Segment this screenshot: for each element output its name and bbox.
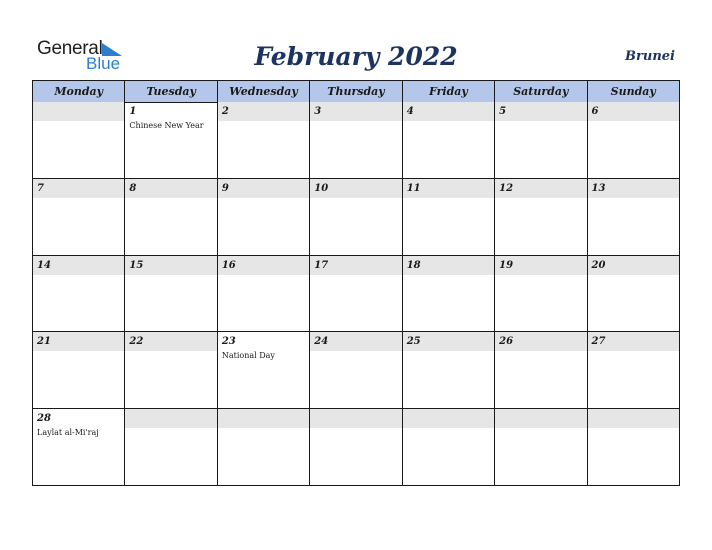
- day-cell: [495, 256, 587, 332]
- day-number: 10: [314, 182, 329, 194]
- day-number: 22: [129, 336, 144, 348]
- day-cell: [403, 102, 495, 178]
- day-number: 13: [591, 182, 606, 194]
- day-number-band: [33, 179, 124, 198]
- month-calendar: [32, 80, 680, 486]
- day-number: 14: [37, 259, 51, 271]
- weekday-header-tuesday: Tuesday: [125, 81, 217, 102]
- day-number-band: [588, 409, 679, 428]
- calendar-weeks: [33, 102, 679, 485]
- day-number-band: [218, 409, 309, 428]
- day-number-band: [588, 102, 679, 121]
- day-number: 24: [314, 336, 329, 348]
- day-cell: [125, 409, 217, 485]
- day-number: 9: [221, 182, 229, 194]
- day-cell: [33, 332, 125, 408]
- day-number-band: [125, 409, 216, 428]
- day-number: 15: [129, 259, 144, 271]
- logo-text-general: General: [37, 38, 103, 59]
- day-cell: [588, 332, 679, 408]
- weekday-header-monday: Monday: [33, 81, 125, 102]
- weekday-header-sunday: Sunday: [610, 85, 656, 98]
- day-cell: [33, 179, 125, 255]
- week-row: [33, 332, 679, 409]
- day-number-band: [218, 102, 309, 121]
- week-row: [33, 409, 679, 485]
- day-number: 26: [499, 336, 514, 348]
- day-cell: [403, 256, 495, 332]
- day-number: 18: [406, 259, 421, 271]
- day-number: 28: [37, 413, 51, 425]
- day-number-band: [403, 102, 494, 121]
- day-number-band: [33, 102, 124, 121]
- day-number: 23: [221, 336, 236, 348]
- day-number: 25: [406, 336, 421, 348]
- day-number: 16: [221, 259, 236, 271]
- day-number-band: [403, 409, 494, 428]
- day-cell: [495, 179, 587, 255]
- logo-text-blue: Blue: [86, 54, 121, 73]
- day-number: 5: [499, 106, 507, 117]
- day-cell: [310, 102, 402, 178]
- day-number: 27: [591, 336, 606, 348]
- weekday-header-saturday: Saturday: [495, 81, 587, 102]
- weekday-header-friday: Friday: [403, 81, 495, 102]
- day-number: 11: [406, 182, 421, 194]
- day-cell: [310, 409, 402, 485]
- day-cell: [495, 409, 587, 485]
- day-number: 12: [499, 182, 514, 194]
- day-cell: [218, 256, 310, 332]
- weekday-header-thursday: Thursday: [310, 81, 402, 102]
- day-cell: [310, 332, 402, 408]
- day-number-band: [218, 179, 309, 198]
- day-number: 21: [37, 336, 51, 348]
- day-number: 1: [129, 106, 137, 117]
- day-number-band: [495, 409, 586, 428]
- day-number-band: [495, 102, 586, 121]
- day-number: 4: [406, 106, 414, 117]
- week-row: [33, 102, 679, 179]
- day-cell: [218, 102, 310, 178]
- day-cell: [218, 332, 310, 408]
- day-cell: [588, 102, 679, 178]
- day-cell: [495, 102, 587, 178]
- day-number-band: [310, 102, 401, 121]
- day-cell: [218, 409, 310, 485]
- day-number: 17: [314, 259, 329, 271]
- day-number: 3: [314, 106, 322, 117]
- holiday-label: Chinese New Year: [129, 121, 204, 130]
- day-cell: [125, 102, 217, 178]
- day-number-band: [310, 409, 401, 428]
- day-cell: [310, 179, 402, 255]
- day-cell: [310, 256, 402, 332]
- holiday-label: Laylat al-Mi'raj: [37, 428, 99, 438]
- day-cell: [403, 409, 495, 485]
- day-number-band: [125, 179, 216, 198]
- day-cell: [588, 256, 679, 332]
- week-row: [33, 256, 679, 333]
- day-number: 7: [37, 182, 44, 194]
- day-cell: [218, 179, 310, 255]
- day-cell: [495, 332, 587, 408]
- day-cell: [125, 332, 217, 408]
- day-cell: [588, 179, 679, 255]
- country-label: Brunei: [625, 49, 675, 64]
- day-number: 20: [591, 259, 606, 271]
- day-number: 2: [221, 106, 229, 117]
- day-cell: [33, 102, 125, 178]
- day-number: 19: [499, 259, 514, 271]
- day-cell: [403, 179, 495, 255]
- day-cell: [403, 332, 495, 408]
- day-number: 8: [129, 182, 137, 194]
- day-cell: [125, 179, 217, 255]
- week-row: [33, 179, 679, 256]
- day-cell: [588, 409, 679, 485]
- weekday-header-row: [33, 81, 679, 103]
- day-number: 6: [591, 106, 599, 117]
- day-cell: [33, 409, 125, 485]
- calendar-title: February 2022: [254, 42, 458, 71]
- day-cell: [33, 256, 125, 332]
- day-cell: [125, 256, 217, 332]
- holiday-label: National Day: [221, 351, 275, 361]
- weekday-header-wednesday: Wednesday: [218, 81, 310, 102]
